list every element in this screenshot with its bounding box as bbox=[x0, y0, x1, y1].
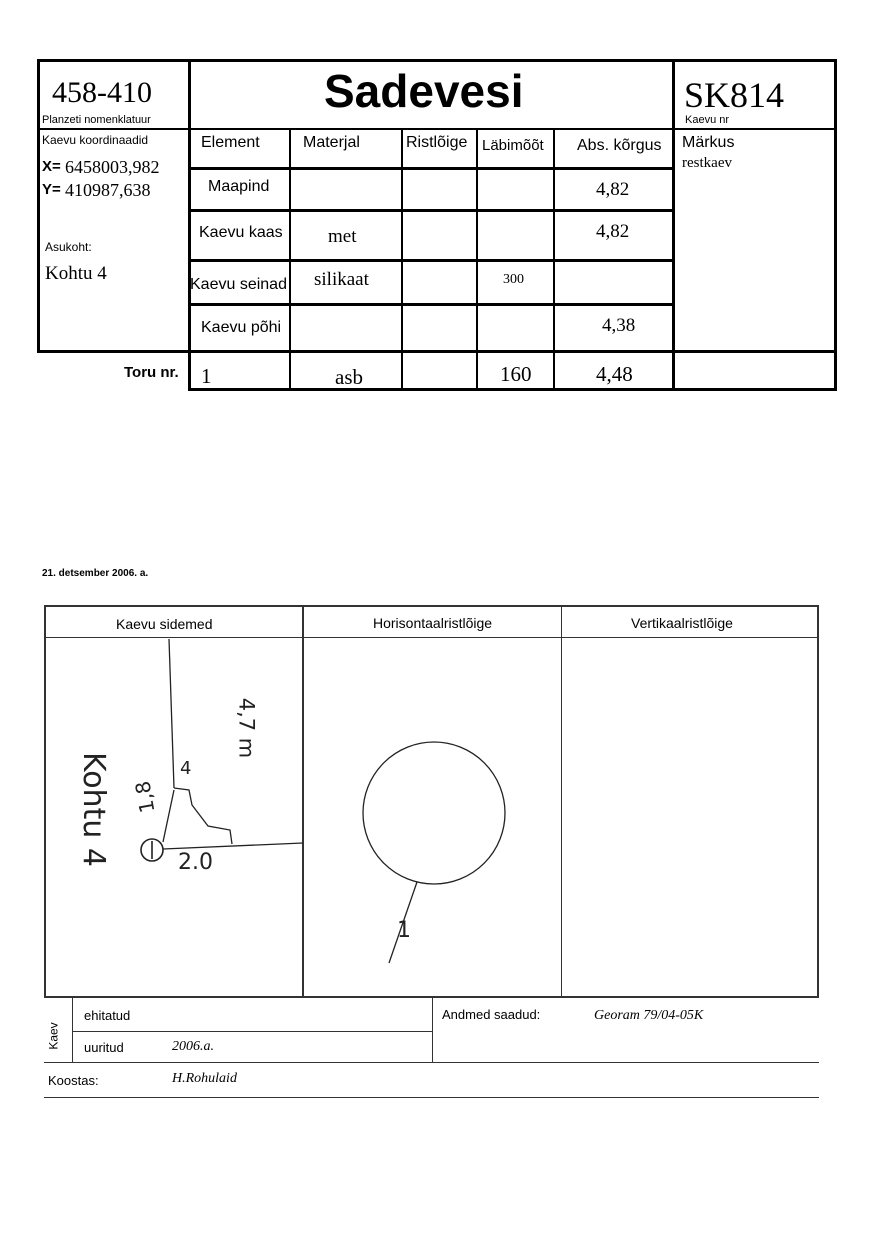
col-header-cross-section: Ristlõige bbox=[406, 134, 468, 151]
panel-title-vertical: Vertikaalristlõige bbox=[631, 615, 733, 631]
row-material: silikaat bbox=[314, 269, 369, 290]
well-cross-section bbox=[363, 742, 505, 884]
row-element: Kaevu kaas bbox=[199, 224, 283, 241]
kaev-label: Kaev bbox=[46, 1022, 61, 1050]
street-handwriting: Kohtu 4 bbox=[75, 752, 111, 867]
author-value: H.Rohulaid bbox=[172, 1071, 237, 1086]
pipe-number: 1 bbox=[201, 364, 212, 388]
row-element: Kaevu seinad bbox=[190, 276, 287, 293]
y-label: Y= bbox=[42, 181, 61, 198]
x-value: 6458003,982 bbox=[65, 157, 160, 177]
col-header-abs-height: Abs. kõrgus bbox=[577, 137, 662, 154]
small-mark-handwriting: 4 bbox=[180, 758, 192, 779]
col-header-diameter: Läbimõõt bbox=[482, 137, 544, 154]
row-abs-height: 4,38 bbox=[602, 315, 636, 336]
col-header-element: Element bbox=[201, 134, 260, 151]
sheet-caption: Planzeti nomenklatuur bbox=[42, 114, 151, 126]
col-header-material: Materjal bbox=[303, 134, 360, 151]
pipe-material: asb bbox=[335, 365, 363, 389]
panel-title-connections: Kaevu sidemed bbox=[116, 616, 213, 632]
col-header-remark: Märkus bbox=[682, 134, 735, 151]
coords-label: Kaevu koordinaadid bbox=[42, 133, 149, 147]
row-material: met bbox=[328, 226, 357, 247]
distance-top-handwriting: 4,7 m bbox=[234, 697, 259, 759]
location-label: Asukoht: bbox=[45, 240, 92, 254]
pipe-number-handwriting: 1 bbox=[397, 918, 411, 943]
surveyed-label: uuritud bbox=[84, 1040, 124, 1055]
sheet-number: 458-410 bbox=[52, 76, 152, 109]
built-label: ehitatud bbox=[84, 1008, 131, 1023]
pipe-label: Toru nr. bbox=[124, 364, 179, 381]
author-label: Koostas: bbox=[48, 1073, 99, 1088]
remark-value: restkaev bbox=[682, 155, 732, 171]
source-value: Georam 79/04-05K bbox=[594, 1008, 704, 1023]
location-value: Kohtu 4 bbox=[45, 263, 107, 284]
document-date: 21. detsember 2006. a. bbox=[42, 568, 149, 579]
distance-side-handwriting: 1,8 bbox=[130, 779, 160, 815]
source-label: Andmed saadud: bbox=[442, 1007, 541, 1022]
pipe-diameter: 160 bbox=[500, 362, 532, 386]
row-diameter: 300 bbox=[503, 272, 524, 287]
surveyed-value: 2006.a. bbox=[172, 1039, 214, 1054]
well-caption: Kaevu nr bbox=[685, 114, 730, 126]
row-abs-height: 4,82 bbox=[596, 179, 630, 200]
distance-bottom-handwriting: 2.0 bbox=[178, 850, 213, 875]
panel-title-horizontal: Horisontaalristlõige bbox=[373, 615, 493, 631]
x-label: X= bbox=[42, 158, 61, 175]
well-number: SK814 bbox=[684, 75, 785, 115]
row-abs-height: 4,82 bbox=[596, 221, 630, 242]
page-title: Sadevesi bbox=[324, 65, 524, 117]
row-element: Kaevu põhi bbox=[201, 319, 282, 336]
y-value: 410987,638 bbox=[65, 180, 151, 200]
pipe-abs-height: 4,48 bbox=[596, 362, 633, 386]
row-element: Maapind bbox=[208, 178, 270, 195]
